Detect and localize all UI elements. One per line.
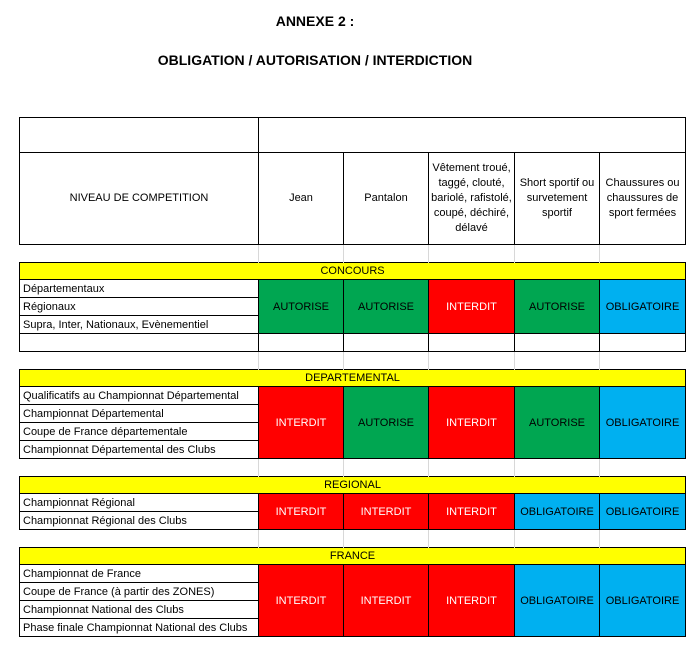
competition-level-label: Championnat National des Clubs [20,601,259,619]
rule-cell: OBLIGATOIRE [515,565,600,637]
competition-level-label: Qualificatifs au Championnat Départemental [20,387,259,405]
annex-subtitle: OBLIGATION / AUTORISATION / INTERDICTION [157,52,473,68]
rule-cell: AUTORISE [259,280,344,334]
header-row [20,153,686,245]
table-row [20,494,686,512]
rule-cell: INTERDIT [429,565,515,637]
spacer-cell [20,245,259,263]
blank-cell [344,334,429,352]
competition-level-label: Coupe de France départementale [20,423,259,441]
blank-row [20,334,686,352]
spacer-cell [515,245,600,263]
header-top-right [259,118,686,153]
section-title: DEPARTEMENTAL [20,370,686,387]
spacer-cell [515,459,600,477]
rule-cell: AUTORISE [344,387,429,459]
spacer-cell [20,459,259,477]
rule-cell: OBLIGATOIRE [600,565,686,637]
competition-level-label: Championnat de France [20,565,259,583]
section-header-row [20,370,686,387]
spacer-row [20,459,686,477]
spacer-cell [429,245,515,263]
rules-table [19,117,686,637]
rule-cell: INTERDIT [259,565,344,637]
competition-level-label: Championnat Départemental [20,405,259,423]
spacer-cell [344,459,429,477]
spacer-cell [259,352,344,370]
spacer-cell [515,530,600,548]
rule-cell: INTERDIT [429,280,515,334]
competition-level-label: Phase finale Championnat National des Clubs [20,619,259,637]
section-title: FRANCE [20,548,686,565]
spacer-row [20,245,686,263]
blank-cell [259,334,344,352]
rule-cell: AUTORISE [515,280,600,334]
rule-cell: OBLIGATOIRE [600,280,686,334]
rule-cell: OBLIGATOIRE [600,387,686,459]
section-title: REGIONAL [20,477,686,494]
blank-cell [515,334,600,352]
section-header-row [20,477,686,494]
column-header-vetement: Vêtement troué, taggé, clouté, bariolé, rafistolé, coupé, déchiré, délavé [429,153,515,245]
spacer-cell [259,245,344,263]
table-row [20,565,686,583]
spacer-cell [259,459,344,477]
section-header-row [20,548,686,565]
column-header-short: Short sportif ou survetement sportif [515,153,600,245]
spacer-cell [515,352,600,370]
spacer-row [20,352,686,370]
spacer-cell [600,530,686,548]
blank-cell [429,334,515,352]
spacer-cell [344,530,429,548]
spacer-cell [600,245,686,263]
competition-level-label: Championnat Régional des Clubs [20,512,259,530]
spacer-cell [20,352,259,370]
rule-cell: INTERDIT [344,565,429,637]
column-header-chaussures: Chaussures ou chaussures de sport fermées [600,153,686,245]
column-header-pantalon: Pantalon [344,153,429,245]
rule-cell: INTERDIT [429,387,515,459]
competition-level-label: Coupe de France (à partir des ZONES) [20,583,259,601]
spacer-cell [429,459,515,477]
section-title: CONCOURS [20,263,686,280]
rule-cell: AUTORISE [515,387,600,459]
blank-cell [600,334,686,352]
spacer-cell [429,352,515,370]
rule-cell: INTERDIT [429,494,515,530]
table-row [20,387,686,405]
spacer-cell [600,352,686,370]
rule-cell: AUTORISE [344,280,429,334]
blank-cell [20,334,259,352]
competition-level-label: Championnat Départemental des Clubs [20,441,259,459]
competition-level-label: Championnat Régional [20,494,259,512]
spacer-cell [259,530,344,548]
spacer-cell [20,530,259,548]
spacer-cell [429,530,515,548]
rule-cell: OBLIGATOIRE [600,494,686,530]
rule-cell: INTERDIT [259,494,344,530]
competition-level-label: Régionaux [20,298,259,316]
competition-level-label: Départementaux [20,280,259,298]
level-header: NIVEAU DE COMPETITION [20,153,259,245]
section-header-row [20,263,686,280]
header-top-left [20,118,259,153]
rule-cell: INTERDIT [259,387,344,459]
spacer-cell [600,459,686,477]
rule-cell: OBLIGATOIRE [515,494,600,530]
competition-level-label: Supra, Inter, Nationaux, Evènementiel [20,316,259,334]
table-row [20,280,686,298]
rule-cell: INTERDIT [344,494,429,530]
annex-title: ANNEXE 2 : [275,13,355,29]
spacer-row [20,530,686,548]
spacer-cell [344,352,429,370]
rules-table-container [19,117,685,637]
header-top-row [20,118,686,153]
column-header-jean: Jean [259,153,344,245]
spacer-cell [344,245,429,263]
